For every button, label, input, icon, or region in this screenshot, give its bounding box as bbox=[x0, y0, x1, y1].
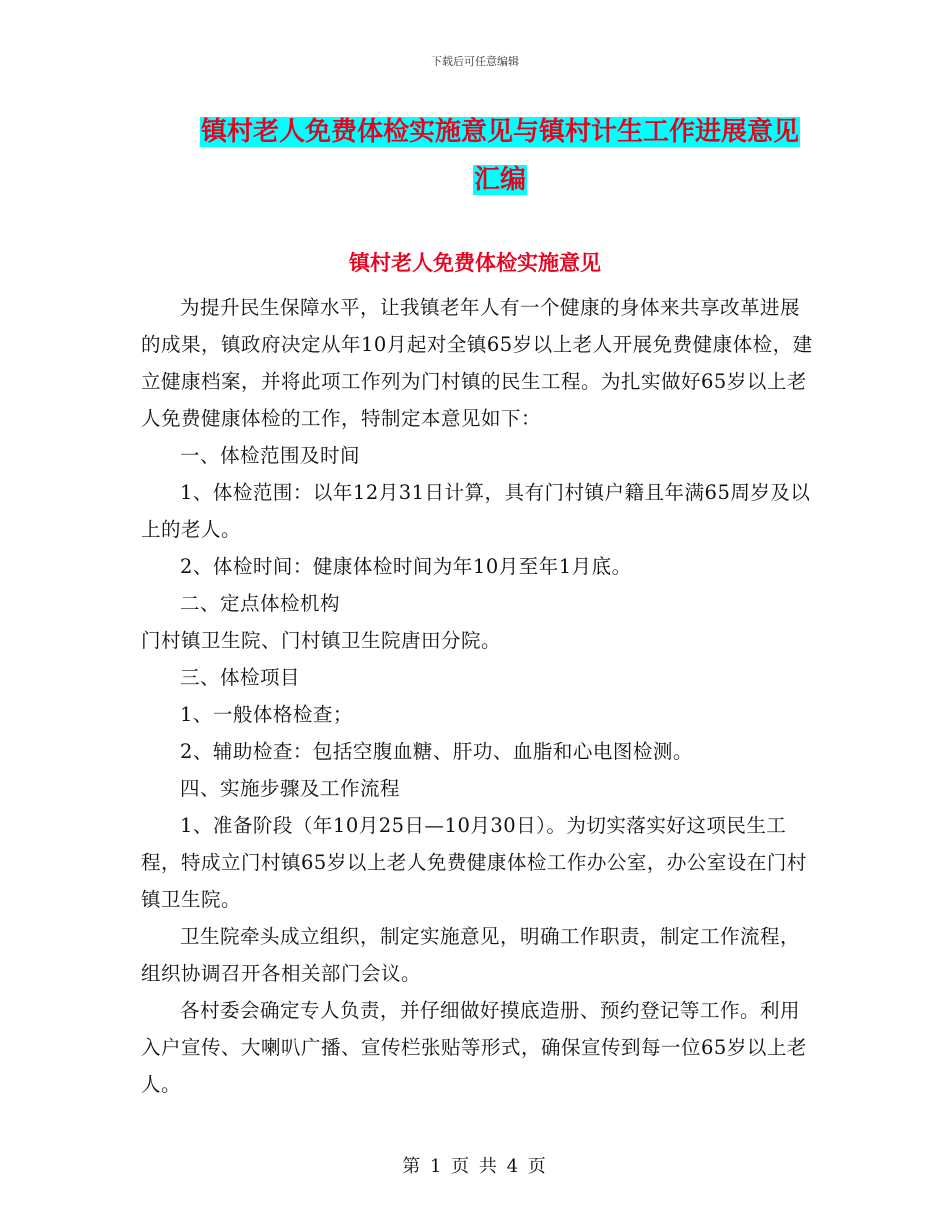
heading-steps: 四、实施步骤及工作流程 bbox=[180, 777, 401, 800]
paragraph-preparation: 1、准备阶段（年10月25日—10月30日）。为切实落实好这项民生工程，特成立门村镇65岁以上老人免费健康体检工作办公室，办公室设在门村镇卫生院。 bbox=[141, 814, 807, 911]
paragraph-villages: 各村委会确定专人负责，并仔细做好摸底造册、预约登记等工作。利用入户宣传、大喇叭广播、宣传栏张贴等形式，确保宣传到每一位65岁以上老人。 bbox=[141, 999, 807, 1096]
header-note: 下载后可任意编辑 bbox=[431, 55, 519, 68]
heading-scope-and-time: 一、体检范围及时间 bbox=[180, 444, 361, 467]
paragraph-institutions: 门村镇卫生院、门村镇卫生院唐田分院。 bbox=[141, 629, 502, 652]
heading-institutions: 二、定点体检机构 bbox=[180, 592, 341, 615]
paragraph-intro: 为提升民生保障水平，让我镇老年人有一个健康的身体来共享改革进展的成果，镇政府决定从年10月起对全镇65岁以上老人开展免费健康体检，建立健康档案，并将此项工作列为门村镇的民生工程。为扎实做好65岁以上老人免费健康体检的工作，特制定本意见如下： bbox=[141, 296, 813, 430]
paragraph-hospital: 卫生院牵头成立组织，制定实施意见，明确工作职责，制定工作流程，组织协调召开各相关部门会议。 bbox=[141, 925, 801, 985]
paragraph-time: 2、体检时间：健康体检时间为年10月至年1月底。 bbox=[180, 555, 632, 578]
section-title: 镇村老人免费体检实施意见 bbox=[349, 250, 601, 275]
document-title-line-1: 镇村老人免费体检实施意见与镇村计生工作进展意见 bbox=[200, 117, 799, 147]
page-footer: 第 1 页 共 4 页 bbox=[402, 1156, 548, 1177]
paragraph-scope: 1、体检范围：以年12月31日计算，具有门村镇户籍且年满65周岁及以上的老人。 bbox=[141, 481, 811, 541]
body-text bbox=[141, 289, 813, 1103]
paragraph-item-general: 1、一般体格检查； bbox=[180, 703, 353, 726]
paragraph-item-auxiliary: 2、辅助检查：包括空腹血糖、肝功、血脂和心电图检测。 bbox=[180, 740, 693, 763]
heading-items: 三、体检项目 bbox=[180, 666, 301, 689]
document-title bbox=[120, 108, 880, 204]
document-title-line-2: 汇编 bbox=[473, 165, 526, 195]
